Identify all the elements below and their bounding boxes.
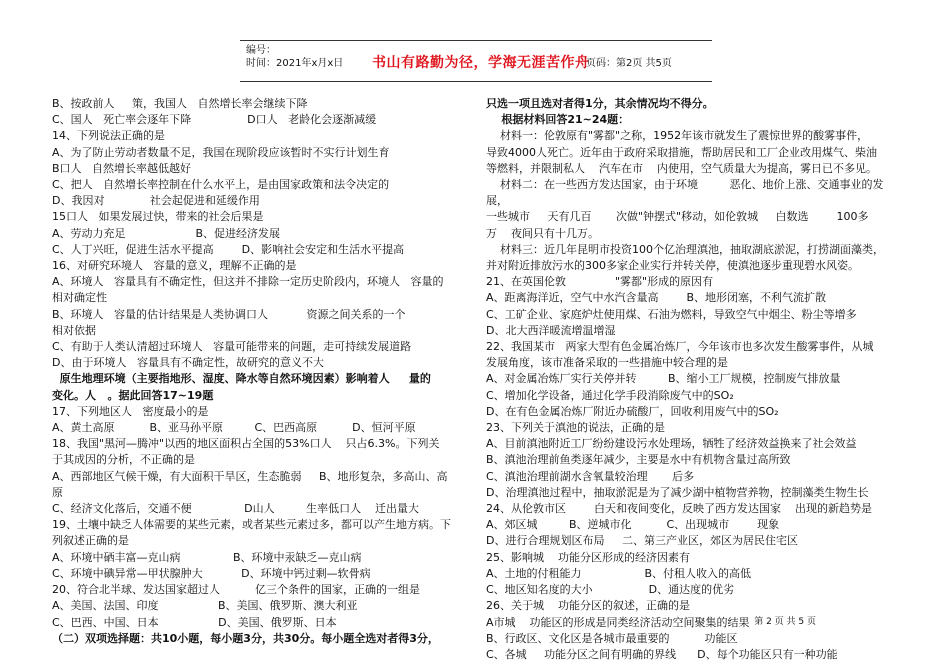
text-line: A、西部地区气候干燥，有大面积干旱区，生态脆弱 B、地形复杂，多高山、高: [52, 469, 448, 483]
text-line: A、对金属冶炼厂实行关停并转 B、缩小工厂规模，控制废气排放量: [486, 372, 841, 386]
text-line: 材料二：在一些西方发达国家，由于环境 恶化、地价上涨、交通事业的发展，: [486, 178, 884, 208]
text-line: A、土地的付租能力 B、付租人收入的高低: [486, 566, 752, 580]
text-line: D、我因对 社会起促进和延缓作用: [52, 194, 260, 208]
text-line: 发展角度，该市准备采取的一些措施中较合理的是: [486, 356, 728, 370]
text-line: 相对确定性: [52, 291, 107, 305]
text-line: 根据材料回答21~24题：: [486, 113, 630, 127]
text-line: A、劳动力充足 B、促进经济发展: [52, 226, 281, 240]
text-line: 万 夜间只有十几万。: [486, 226, 599, 240]
text-line: C、人丁兴旺，促进生活水平提高 D、影响社会安定和生活水平提高: [52, 242, 405, 256]
text-line: A、美国、法国、印度 B、美国、俄罗斯、澳大利亚: [52, 599, 358, 613]
text-line: C、环境中碘异常—甲状腺肿大 D、环境中钙过剩—软骨病: [52, 566, 371, 580]
text-line: A、为了防止劳动者数量不足，我国在现阶段应该暂时不实行计划生育: [52, 145, 390, 159]
text-line: 相对依据: [52, 323, 96, 337]
text-line: B、环境人 容量的估计结果是人类协调口人 资源之间关系的一个: [52, 307, 406, 321]
text-line: 材料一：伦敦原有"雾都"之称，1952年该市就发生了震惊世界的酸雾事件，: [486, 129, 869, 143]
text-line: 15口人 如果发展过快，带来的社会后果是: [52, 210, 264, 224]
text-line: C、国人 死亡率会逐年下降 D口人 老龄化会逐渐减缓: [52, 113, 377, 127]
text-line: 25、影响城 功能分区形成的经济因素有: [486, 550, 690, 564]
text-line: 原生地理环境（主要指地形、湿度、降水等自然环境因素）影响着人 量的: [52, 372, 431, 386]
text-line: D、北大西洋暖流增温增湿: [486, 323, 616, 337]
text-line: A、郊区城 B、逆城市化 C、出现城市 现象: [486, 518, 780, 532]
text-line: 26、关于城 功能分区的叙述，正确的是: [486, 599, 690, 613]
header-number: 编号：: [246, 45, 276, 56]
text-line: 14、下列说法正确的是: [52, 129, 165, 143]
text-line: 17、下列地区人 密度最小的是: [52, 404, 209, 418]
text-line: 18、我国"黑河—腾冲"以西的地区面积占全国的53%口人 只占6.3%。下列关: [52, 437, 440, 451]
text-line: （二）双项选择题：共10小题，每小题3分，共30分。每小题全选对者得3分，: [52, 631, 439, 645]
text-line: C、巴西、中国、日本 D、美国、俄罗斯、日本: [52, 615, 337, 629]
text-line: A、环境人 容量具有不确定性，但这并不排除一定历史阶段内，环境人 容量的: [52, 275, 444, 289]
text-line: 23、下列关于滇池的说法，正确的是: [486, 421, 665, 435]
text-line: 16、对研究环境人 容量的意义，理解不正确的是: [52, 259, 297, 273]
text-line: C、各城 功能分区之间有明确的界线 D、每个功能区只有一种功能: [486, 647, 838, 661]
text-line: D、治理滇池过程中，抽取淤泥是为了减少湖中植物营养物，控制藻类生物生长: [486, 485, 869, 499]
text-line: 等燃料，并限制私人 汽车在市 内使用，空气质量大为提高，雾日已不多见。: [486, 161, 877, 175]
text-line: 19、土壤中缺乏人体需要的某些元素，或者某些元素过多，都可以产生地方病。下: [52, 518, 451, 532]
text-line: D、进行合理规划区布局 二、第三产业区，郊区为居民住宅区: [486, 534, 798, 548]
text-line: 20、符合北半球、发达国家超过人 亿三个条件的国家，正确的一组是: [52, 583, 420, 597]
page-footer: 第 2 页 共 5 页: [754, 617, 816, 627]
text-line: 22、我国某市 两家大型有色金属冶炼厂，今年该市也多次发生酸雾事件，从城: [486, 340, 874, 354]
text-line: B口人 自然增长率越低越好: [52, 161, 192, 175]
text-line: C、有助于人类认清超过环境人 容量可能带来的问题，走可持续发展道路: [52, 340, 412, 354]
text-line: 只选一项且选对者得1分，其余情况均不得分。: [486, 97, 714, 110]
text-line: 列叙述正确的是: [52, 534, 129, 548]
text-line: D、由于环境人 容量具有不确定性，故研究的意义不大: [52, 356, 324, 370]
text-line: 24、从伦敦市区 白天和夜间变化，反映了西方发达国家 出现的新趋势是: [486, 502, 872, 516]
text-line: C、把人 自然增长率控制在什么水平上，是由国家政策和法令决定的: [52, 178, 390, 192]
text-line: C、经济文化落后，交通不便 D山人 生率低口人 迁出量大: [52, 502, 420, 516]
header-motto: 书山有路勤为径，学海无涯苦作舟: [372, 55, 590, 71]
header-page-number: 页码：第2页 共5页: [586, 58, 672, 69]
text-line: D、在有色金属冶炼厂附近办硫酸厂，回收利用废气中的SO₂: [486, 404, 779, 418]
text-line: 材料三：近几年昆明市投资100个亿治理滇池，抽取湖底淤泥，打捞湖面藻类，: [486, 242, 884, 256]
text-line: 变化。人 。据此回答17~19题: [52, 388, 214, 402]
header-time: 时间：2021年x月x日: [246, 58, 344, 69]
text-line: B、按政前人 策，我国人 自然增长率会继续下降: [52, 97, 308, 110]
text-line: 于其成因的分析，不正确的是: [52, 453, 195, 467]
text-line: 导致4000人死亡。近年由于政府采取措施，帮助居民和工厂企业改用煤气、柴油: [486, 145, 877, 159]
text-line: B、行政区、文化区是各城市最重要的 功能区: [486, 631, 738, 645]
text-line: C、增加化学设备，通过化学手段消除废气中的SO₂: [486, 388, 734, 402]
text-line: C、地区知名度的大小 D、通达度的优劣: [486, 583, 735, 597]
page-header: [240, 40, 712, 82]
text-line: A、环境中硒丰富—克山病 B、环境中汞缺乏—克山病: [52, 550, 362, 564]
text-line: A市城 功能区的形成是同类经济活动空间聚集的结果: [486, 615, 750, 629]
text-line: 并对附近排放污水的300多家企业实行并转关停，使滇池逐步重现碧水风姿。: [486, 259, 859, 273]
right-column: [486, 96, 891, 663]
header-meta: [246, 44, 343, 70]
text-line: 21、在英国伦敦 "雾都"形成的原因有: [486, 275, 714, 289]
text-line: B、滇池治理前鱼类逐年减少，主要是水中有机物含量过高所致: [486, 453, 791, 467]
text-line: 原: [52, 485, 63, 499]
text-line: A、黄土高原 B、亚马孙平原 C、巴西高原 D、恒河平原: [52, 421, 416, 435]
text-line: 一些城市 天有几百 次做"钟摆式"移动，如伦敦城 白数选 100多: [486, 210, 869, 224]
text-line: A、距离海洋近，空气中水汽含量高 B、地形闭塞，不利气流扩散: [486, 291, 827, 305]
text-line: A、目前滇池附近工厂纷纷建设污水处理场，牺牲了经济效益换来了社会效益: [486, 437, 857, 451]
left-column: [52, 96, 472, 647]
text-line: C、滇池治理前湖水含氧量较治理 后多: [486, 469, 695, 483]
text-line: C、工矿企业、家庭炉灶使用煤、石油为燃料，导致空气中烟尘、粉尘等增多: [486, 307, 857, 321]
